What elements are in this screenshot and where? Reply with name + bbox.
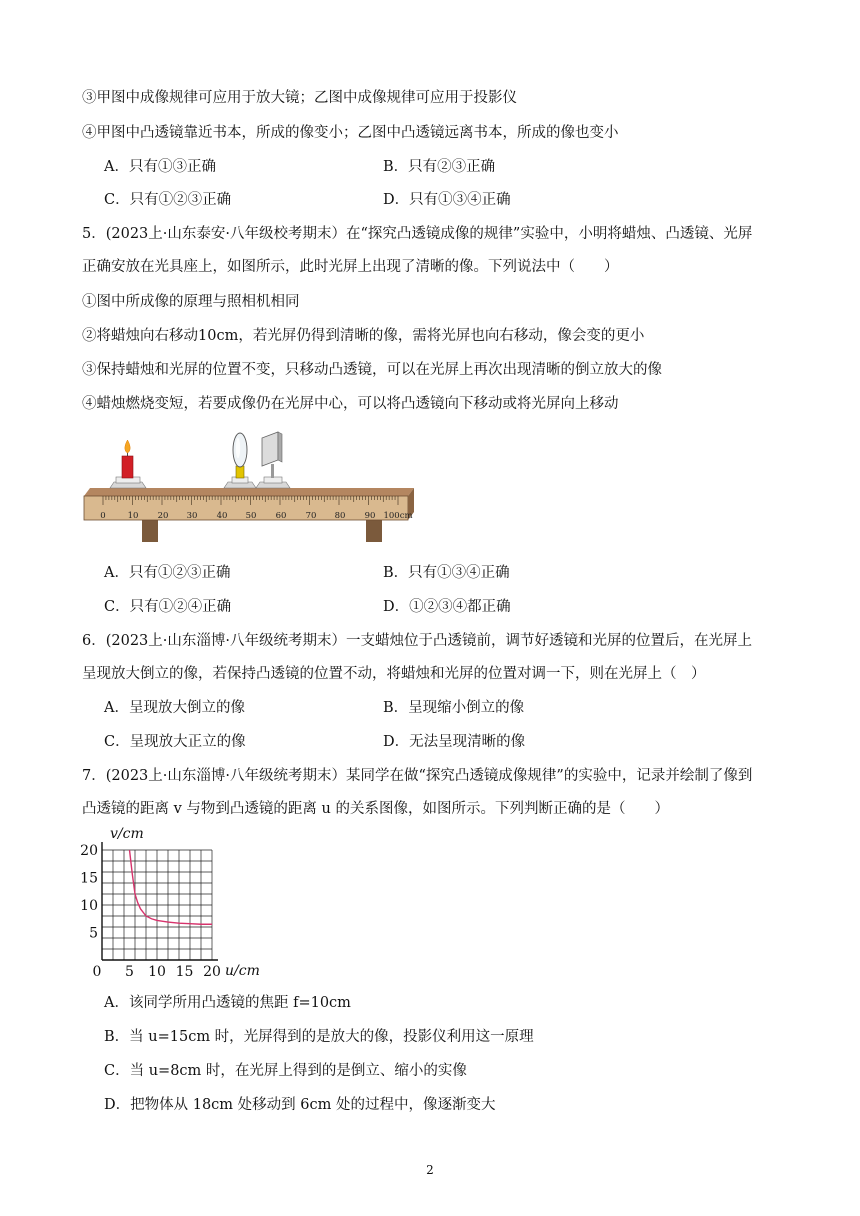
v-u-graph [80,824,280,984]
q7-stem-line1: 7．(2023上·山东淄博·八年级统考期末）某同学在做“探究凸透镜成像规律”的实验中，记录并绘制了像到 [82,768,753,784]
bench-label: 90 [364,511,376,521]
optical-bench-figure [80,428,416,544]
y-tick-label: 10 [80,898,98,914]
q7-option-a[interactable]: A．该同学所用凸透镜的焦距 f=10cm [104,995,351,1011]
q4-option-c[interactable]: C．只有①②③正确 [104,192,232,208]
y-tick-label: 5 [89,925,98,942]
bench-label: 0 [100,511,106,521]
q5-statement-3: ③保持蜡烛和光屏的位置不变，只移动凸透镜，可以在光屏上再次出现清晰的倒立放大的像 [82,362,662,378]
q5-option-c[interactable]: C．只有①②④正确 [104,599,232,615]
q4-option-b[interactable]: B．只有②③正确 [383,159,496,175]
convex-lens [224,433,256,488]
candle [110,440,146,488]
light-screen [256,432,290,488]
q7-option-b[interactable]: B．当 u=15cm 时，光屏得到的是放大的像，投影仪利用这一原理 [104,1029,534,1045]
q6-stem-line2: 呈现放大倒立的像，若保持凸透镜的位置不动，将蜡烛和光屏的位置对调一下，则在光屏上（ ） [82,666,706,682]
bench-label: 60 [275,511,287,521]
page-number: 2 [426,1163,434,1177]
bench-top [84,488,414,496]
bench-label: 40 [216,511,228,521]
x-tick-label: 15 [175,964,194,980]
q5-option-a[interactable]: A．只有①②③正确 [104,565,231,581]
x-tick-label: 20 [203,964,221,980]
q7-option-d[interactable]: D．把物体从 18cm 处移动到 6cm 处的过程中，像逐渐变大 [104,1097,496,1113]
q6-option-d[interactable]: D．无法呈现清晰的像 [383,734,526,750]
q6-option-b[interactable]: B．呈现缩小倒立的像 [383,700,525,716]
q5-statement-1: ①图中所成像的原理与照相机相同 [82,294,300,310]
q5-stem-line2: 正确安放在光具座上，如图所示，此时光屏上出现了清晰的像。下列说法中（ ） [82,259,619,275]
q4-option-a[interactable]: A．只有①③正确 [104,159,216,175]
x-axis-label: u/cm [225,963,260,979]
q5-option-d[interactable]: D．①②③④都正确 [383,599,511,615]
bench-leg-left [142,520,158,542]
bench-label: 50 [245,511,257,521]
y-tick-label: 20 [80,843,98,859]
q6-option-a[interactable]: A．呈现放大倒立的像 [104,700,245,716]
q5-statement-2: ②将蜡烛向右移动10cm，若光屏仍得到清晰的像，需将光屏也向右移动，像会变的更小 [82,328,645,344]
q7-option-c[interactable]: C．当 u=8cm 时，在光屏上得到的是倒立、缩小的实像 [104,1063,467,1079]
x-tick-label: 0 [92,964,102,980]
q6-option-c[interactable]: C．呈现放大正立的像 [104,734,246,750]
y-tick-label: 15 [80,870,98,887]
bench-label: 100cm [383,511,413,521]
q6-stem-line1: 6．(2023上·山东淄博·八年级统考期末）一支蜡烛位于凸透镜前，调节好透镜和光屏的位置后，在光屏上 [82,633,752,649]
q5-option-b[interactable]: B．只有①③④正确 [383,565,510,581]
bench-leg-right [366,520,382,542]
bench-label: 10 [127,511,139,521]
q4-option-d[interactable]: D．只有①③④正确 [383,192,511,208]
x-tick-label: 5 [125,964,134,980]
q5-stem-line1: 5．(2023上·山东泰安·八年级校考期末）在“探究凸透镜成像的规律”实验中，小明将蜡烛、凸透镜、光屏 [82,226,753,242]
bench-label: 30 [186,511,198,521]
bench-label: 20 [157,511,169,521]
x-tick-label: 10 [148,964,166,980]
q7-stem-line2: 凸透镜的距离 v 与物到凸透镜的距离 u 的关系图像，如图所示。下列判断正确的是（ ） [82,801,669,817]
y-axis-label: v/cm [110,826,144,842]
q5-statement-4: ④蜡烛燃烧变短，若要成像仍在光屏中心，可以将凸透镜向下移动或将光屏向上移动 [82,396,619,412]
q4-statement-3: ③甲图中成像规律可应用于放大镜；乙图中成像规律可应用于投影仪 [82,90,517,106]
bench-label: 70 [305,511,317,521]
bench-label: 80 [334,511,346,521]
q4-statement-4: ④甲图中凸透镜靠近书本，所成的像变小；乙图中凸透镜远离书本，所成的像也变小 [82,125,619,141]
